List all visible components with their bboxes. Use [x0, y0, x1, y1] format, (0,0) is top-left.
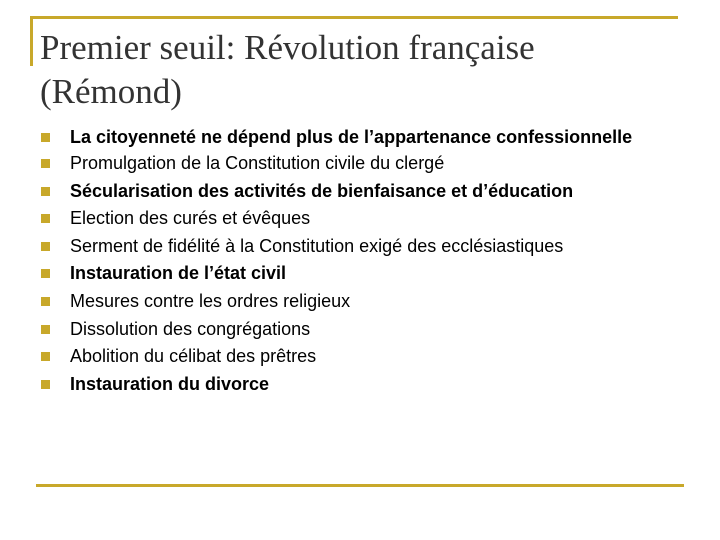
top-frame-line [30, 16, 678, 19]
list-item [36, 154, 696, 172]
list-item [36, 320, 696, 338]
square-bullet-icon [41, 242, 50, 251]
list-item-text: Serment de fidélité à la Constitution exigé des ecclésiastiques [70, 235, 564, 256]
square-bullet-icon [41, 380, 50, 389]
list-item-text: Dissolution des congrégations [70, 318, 311, 339]
square-bullet-icon [41, 187, 50, 196]
list-item-text: Promulgation de la Constitution civile du clergé [70, 153, 445, 173]
left-frame-line [30, 16, 33, 66]
list-item-text: Election des curés et évêques [70, 208, 311, 229]
square-bullet-icon [41, 159, 50, 168]
list-item [36, 209, 696, 227]
square-bullet-icon [41, 214, 50, 223]
list-item-text: Instauration du divorce [70, 373, 270, 394]
list-item [36, 292, 696, 310]
list-item-text: La citoyenneté ne dépend plus de l’appartenance confessionnelle [70, 127, 633, 147]
list-item [36, 182, 696, 200]
list-item [36, 128, 696, 146]
list-item [36, 375, 696, 393]
list-item [36, 237, 696, 255]
list-item [36, 264, 696, 282]
list-item-text: Sécularisation des activités de bienfaisance et d’éducation [70, 180, 574, 201]
list-item-text: Instauration de l’état civil [70, 263, 287, 284]
bullet-list [36, 128, 696, 402]
square-bullet-icon [41, 269, 50, 278]
square-bullet-icon [41, 325, 50, 334]
square-bullet-icon [41, 297, 50, 306]
square-bullet-icon [41, 133, 50, 142]
list-item-text: Abolition du célibat des prêtres [70, 346, 317, 367]
square-bullet-icon [41, 352, 50, 361]
bottom-frame-line [36, 484, 684, 487]
list-item-text: Mesures contre les ordres religieux [70, 290, 351, 311]
list-item [36, 347, 696, 365]
slide-title: Premier seuil: Révolution française (Rémond) [40, 28, 535, 111]
